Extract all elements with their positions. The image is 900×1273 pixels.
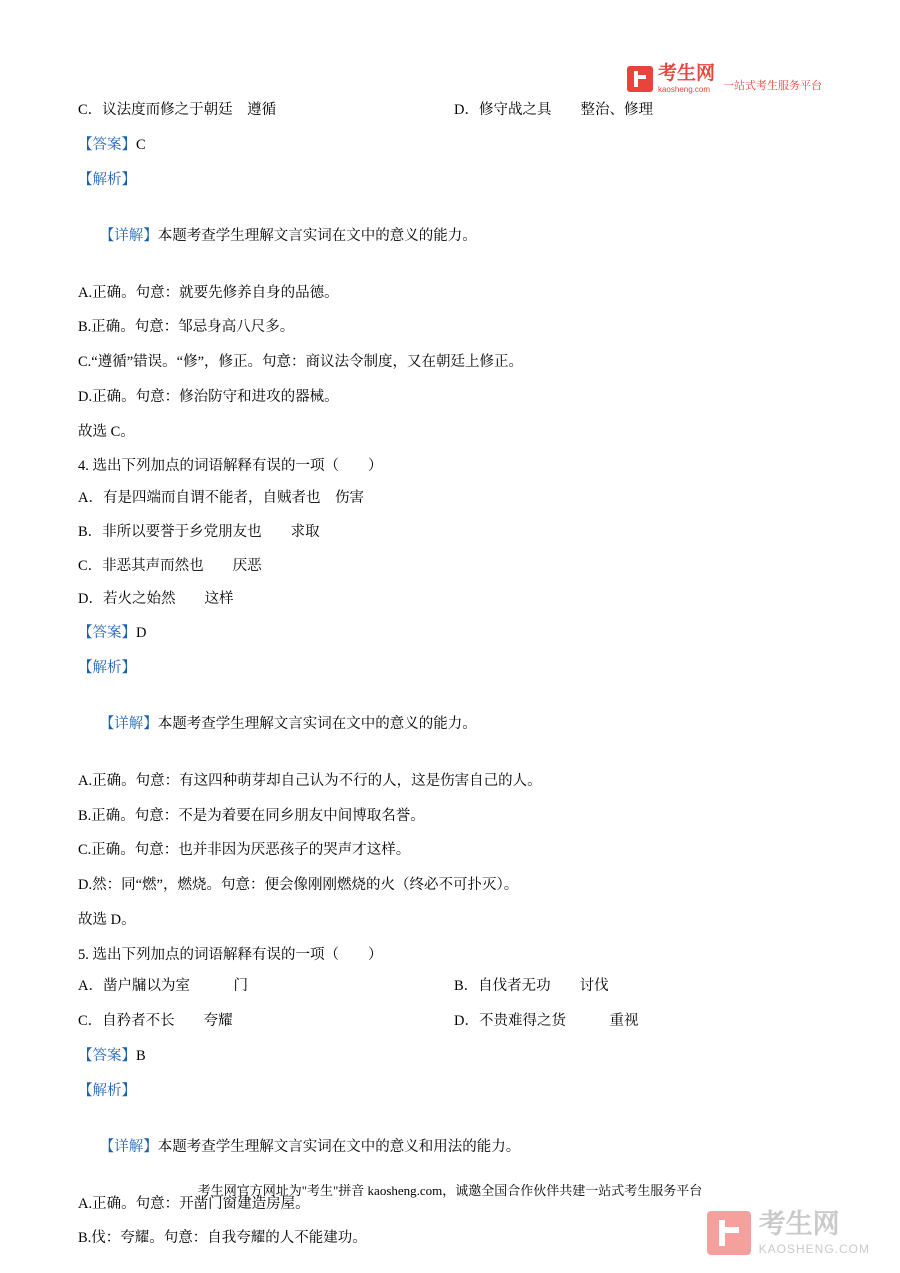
watermark-title: 考生网 (758, 1209, 840, 1239)
q5-option-d: D．不贵难得之货 重视 (454, 1013, 639, 1029)
document-content (78, 100, 822, 1263)
q5-option-c: C．自矜者不长 夸耀 (78, 1013, 233, 1029)
q4-item: C.正确。句意：也并非因为厌恶孩子的哭声才这样。 (78, 842, 411, 859)
q5-options-row-2 (78, 1011, 822, 1033)
q5-answer-label: 【答案】 (78, 1047, 136, 1064)
logo-mark-icon (627, 66, 653, 92)
q3-answer-label: 【答案】 (78, 136, 136, 153)
page-footer: 考生网官方网址为"考生"拼音 kaosheng.com，诚邀全国合作伙伴共建一站式考生服务平台 (197, 1183, 703, 1198)
logo-title: 考生网 (657, 63, 715, 84)
q5-detail-label: 【详解】 (99, 1139, 158, 1155)
q4-item: D.然：同“燃”，燃烧。句意：便会像刚刚燃烧的火（终必不可扑灭）。 (78, 877, 519, 893)
q4-answer-line (78, 623, 822, 645)
q4-option-a: A．有是四端而自谓不能者，自贼者也 伤害 (78, 490, 364, 506)
logo-subtitle: kaosheng.com (657, 85, 711, 94)
watermark-logo (707, 1211, 870, 1255)
q4-conclusion: 故选 D。 (78, 911, 136, 928)
q4-option-d: D．若火之始然 这样 (78, 591, 234, 608)
q5-answer-value: B (136, 1047, 146, 1064)
q5-item: B.伐：夸耀。句意：自我夸耀的人不能建功。 (78, 1230, 367, 1247)
q5-detail-line (78, 1115, 822, 1180)
q4-analysis-label: 【解析】 (78, 659, 136, 676)
watermark-mark-icon (707, 1211, 751, 1255)
q5-answer-line (78, 1046, 822, 1068)
q4-stem: 4. 选出下列加点的词语解释有误的一项（ ） (78, 458, 383, 475)
q3-item: D.正确。句意：修治防守和进攻的器械。 (78, 388, 339, 405)
q4-detail-text: 本题考查学生理解文言实词在文中的意义的能力。 (157, 716, 477, 733)
q3-answer-line (78, 135, 822, 157)
q4-option-c: C．非恶其声而然也 厌恶 (78, 557, 262, 574)
q3-conclusion: 故选 C。 (78, 423, 135, 440)
logo-text-block (658, 64, 715, 94)
q5-options-row-1 (78, 976, 822, 998)
logo-slogan: 一站式考生服务平台 (723, 80, 822, 92)
q4-item: A.正确。句意：有这四种萌芽却自己认为不行的人，这是伤害自己的人。 (78, 772, 542, 789)
watermark-subtitle: KAOSHENG.COM (758, 1242, 870, 1256)
q5-option-b: B．自伐者无功 讨伐 (454, 978, 609, 995)
q4-option-b: B．非所以要誉于乡党朋友也 求取 (78, 523, 320, 540)
q3-options-row (78, 100, 822, 122)
q5-option-a: A．凿户牖以为室 门 (78, 978, 248, 995)
q3-option-d: D．修守战之具 整治、修理 (454, 102, 653, 118)
q4-detail-label: 【详解】 (99, 716, 158, 733)
q3-item: B.正确。句意：邹忌身高八尺多。 (78, 319, 295, 336)
q3-item: A.正确。句意：就要先修养自身的品德。 (78, 284, 339, 301)
q3-analysis-label: 【解析】 (78, 171, 136, 188)
site-logo (627, 62, 822, 96)
q5-analysis-label: 【解析】 (78, 1082, 136, 1099)
q4-item: B.正确。句意：不是为着要在同乡朋友中间博取名誉。 (78, 807, 425, 824)
q3-item: C.“遵循”错误。“修”，修正。句意：商议法令制度，又在朝廷上修正。 (78, 354, 524, 370)
watermark-text-block (759, 1211, 870, 1255)
q3-detail-label: 【详解】 (99, 228, 158, 244)
q4-detail-line (78, 693, 822, 758)
q4-answer-label: 【答案】 (78, 625, 136, 641)
q5-detail-text: 本题考查学生理解文言实词在文中的意义和用法的能力。 (157, 1139, 521, 1155)
q4-answer-value: D (136, 625, 147, 641)
q3-detail-line (78, 204, 822, 269)
q5-stem: 5. 选出下列加点的词语解释有误的一项（ ） (78, 946, 383, 963)
q3-detail-text: 本题考查学生理解文言实词在文中的意义的能力。 (157, 228, 477, 244)
q3-answer-value: C (136, 136, 146, 153)
q5-item: A.正确。句意：开凿门窗建造房屋。 (78, 1195, 310, 1212)
q3-option-c: C．议法度而修之于朝廷 遵循 (78, 102, 277, 118)
